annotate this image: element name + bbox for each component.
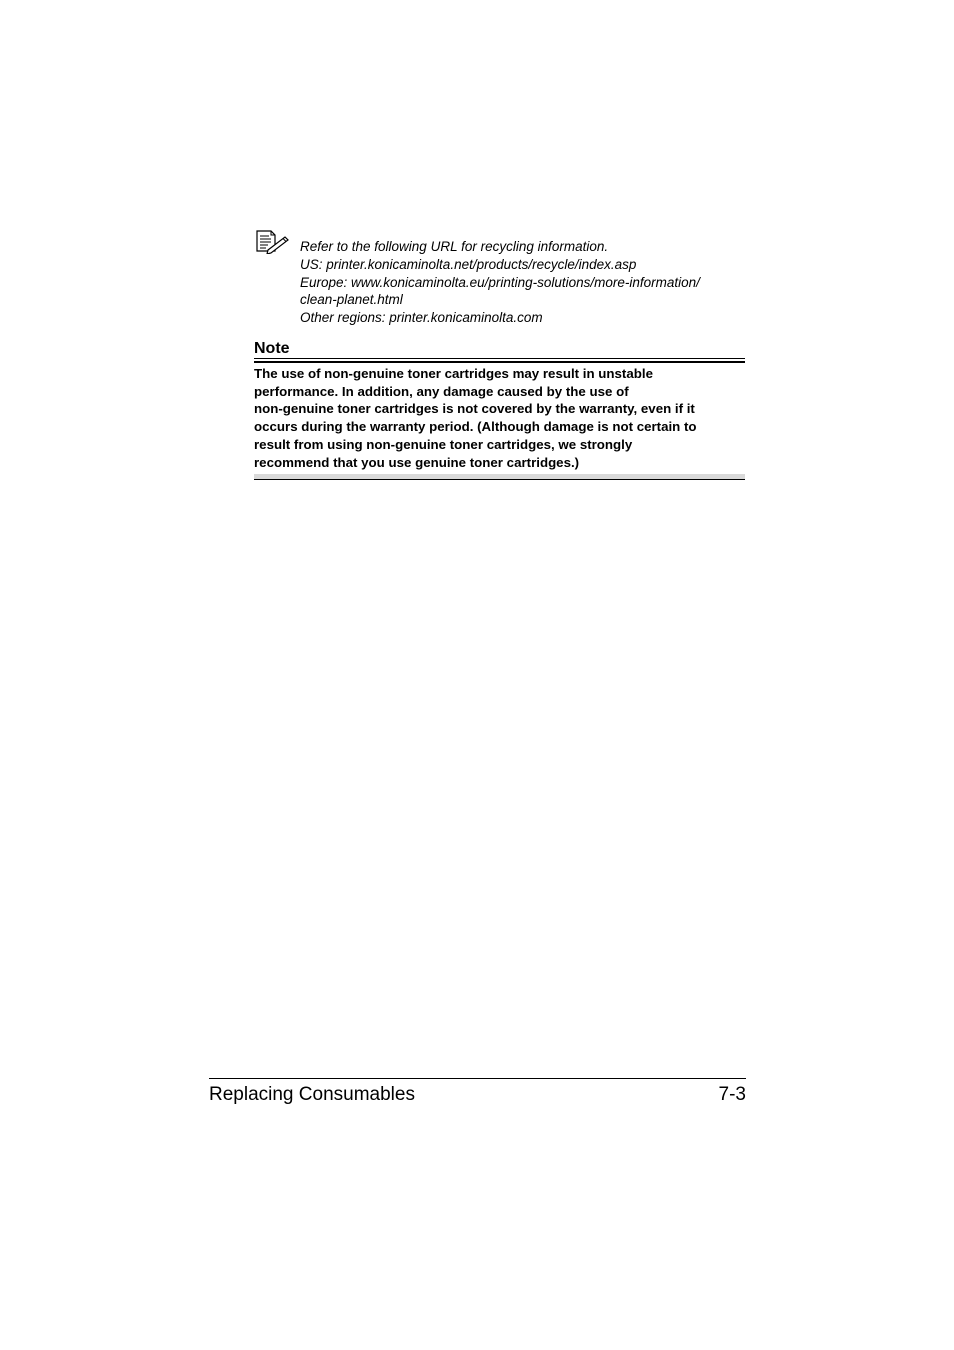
memo-line: Europe: www.konicaminolta.eu/printing-solutions/more-information/ <box>300 274 700 290</box>
note-body <box>254 365 745 471</box>
note-block <box>254 339 745 480</box>
note-line: performance. In addition, any damage caused by the use of <box>254 383 629 399</box>
footer-section-title: Replacing Consumables <box>209 1084 415 1105</box>
memo-line: US: printer.konicaminolta.net/products/recycle/index.asp <box>300 256 637 272</box>
memo-line: Other regions: printer.konicaminolta.com <box>300 310 543 326</box>
note-end-rule <box>254 474 745 480</box>
recycling-info-memo <box>300 238 760 327</box>
page-footer <box>209 1078 746 1107</box>
note-line: The use of non-genuine toner cartridges may result in unstable <box>254 366 653 381</box>
footer-page-number: 7-3 <box>718 1084 746 1105</box>
note-heading-rule <box>254 358 745 363</box>
note-line: occurs during the warranty period. (Although damage is not certain to <box>254 419 697 435</box>
note-line: recommend that you use genuine toner cartridges.) <box>254 454 580 470</box>
memo-line: Refer to the following URL for recycling information. <box>300 239 609 254</box>
memo-pencil-icon <box>254 230 290 254</box>
note-line: result from using non-genuine toner cartridges, we strongly <box>254 436 633 452</box>
note-line: non-genuine toner cartridges is not covered by the warranty, even if it <box>254 401 695 417</box>
memo-line: clean-planet.html <box>300 292 403 308</box>
note-heading: Note <box>254 340 290 357</box>
